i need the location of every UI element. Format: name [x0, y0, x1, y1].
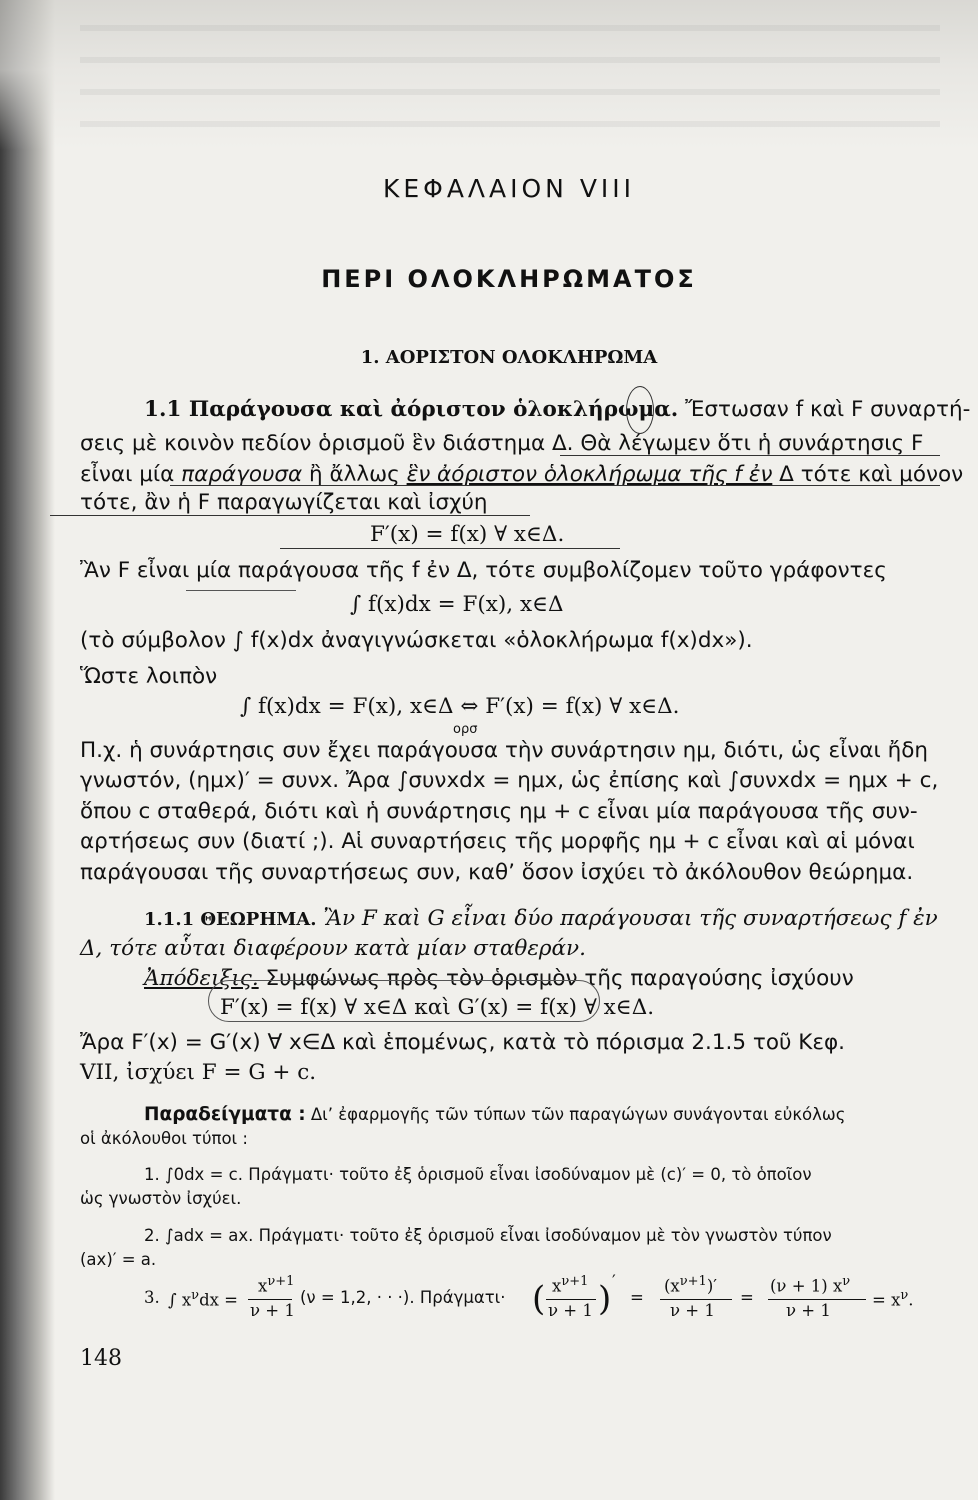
pencil-stroke-mark [186, 590, 296, 591]
conclusion-line: Ἄρα F′(x) = G′(x) ∀ x∈Δ καὶ ἑπομένως, κατὰ τὸ πόρισμα 2.1.5 τοῦ Κεφ. [80, 1030, 846, 1055]
integral-expression: ∫ $x^\nu dx$ = [168, 1288, 239, 1310]
formula-integral: ∫ f(x)dx = F(x), x∈Δ [350, 592, 564, 617]
example-item-2: (ax)′ = a. [80, 1250, 157, 1269]
subsection-heading: 1.1 Παράγουσα καὶ ἀόριστον ὁλοκλήρωμα. [144, 397, 679, 422]
paragraph-line: εἶναι μία παράγουσα ἢ ἄλλως ἓν ἀόριστον ὁλοκλήρωμα τῆς f ἐν Δ τότε καὶ μόνον [80, 462, 964, 487]
range-text: (ν = 1,2, · · ·). Πράγματι· [300, 1288, 506, 1307]
paragraph-line: Ὥστε λοιπὸν [80, 664, 218, 689]
equals-sign: = [630, 1288, 644, 1307]
pencil-underline-mark [50, 515, 530, 516]
examples-heading: Παραδείγματα : [144, 1104, 306, 1125]
paragraph-line: γνωστόν, (ημx)′ = συνx. Ἄρα ∫συνxdx = ημx, ὡς ἐπίσης καὶ ∫συνxdx = ημx + c, [80, 768, 939, 793]
example-item-1: 1. ∫0dx = c. Πράγματι· τοῦτο ἐξ ὁρισμοῦ εἶναι ἰσοδύναμον μὲ (c)′ = 0, τὸ ὁποῖον [144, 1165, 812, 1184]
theorem-label: 1.1.1 ΘΕΩΡΗΜΑ. [144, 909, 317, 930]
section-heading: 1. ΑΟΡΙΣΤΟΝ ΟΛΟΚΛΗΡΩΜΑ [360, 347, 658, 368]
paragraph-line: Π.χ. ἡ συνάρτησις συν ἔχει παράγουσα τὴν συνάρτησιν ημ, διότι, ὡς εἶναι ἤδη [80, 738, 929, 763]
examples-intro: οἱ ἀκόλουθοι τύποι : [80, 1129, 248, 1148]
fraction-bar [660, 1299, 732, 1300]
formula-label: ορσ [453, 722, 478, 737]
theorem-statement: 1.1.1 ΘΕΩΡΗΜΑ. Ἂν F καὶ G εἶναι δύο παράγουσαι τῆς συναρτήσεως f ἐν [144, 906, 938, 931]
chapter-heading: ΚΕΦΑΛΑΙΟΝ VIII [382, 174, 636, 203]
formula-definition: F′(x) = f(x) ∀ x∈Δ. [370, 522, 565, 547]
page-number: 148 [80, 1346, 122, 1371]
example-item-2: 2. ∫adx = ax. Πράγματι· τοῦτο ἐξ ὁρισμοῦ εἶναι ἰσοδύναμον μὲ τὸν γνωστὸν τύπον [144, 1226, 832, 1245]
paragraph-line: Ἂν F εἶναι μία παράγουσα τῆς f ἐν Δ, τότε συμβολίζομεν τοῦτο γράφοντες [80, 558, 887, 583]
fraction-bar [248, 1299, 292, 1300]
conclusion-line: VII, ἰσχύει F = G + c. [80, 1060, 317, 1085]
paragraph-line: 1.1 Παράγουσα καὶ ἀόριστον ὁλοκλήρωμα. Ἔστωσαν f καὶ F συναρτή- [144, 397, 971, 422]
item-number: 3. [144, 1288, 160, 1307]
equals-sign: = [740, 1288, 754, 1307]
page-title: ΠΕΡΙ ΟΛΟΚΛΗΡΩΜΑΤΟΣ [321, 265, 697, 293]
paragraph-line: τότε, ἂν ἡ F παραγωγίζεται καὶ ἰσχύη [80, 490, 488, 515]
proof-label: Ἀπόδειξις. [144, 966, 259, 991]
theorem-statement: Δ, τότε αὗται διαφέρουν κατὰ μίαν σταθεράν. [80, 936, 586, 961]
formula-equivalence: ∫ f(x)dx = F(x), x∈Δ ⇔ F′(x) = f(x) ∀ x∈Δ. [240, 694, 680, 719]
examples-intro: Παραδείγματα : Δι’ ἐφαρμογῆς τῶν τύπων τῶν παραγώγων συνάγονται εὐκόλως [144, 1104, 846, 1125]
example-item-1: ὡς γνωστὸν ἰσχύει. [80, 1189, 242, 1208]
paragraph-line: (τὸ σύμβολον ∫ f(x)dx ἀναγιγνώσκεται «ὁλοκλήρωμα f(x)dx»). [80, 628, 753, 653]
fraction-bar [546, 1299, 596, 1300]
paragraph-line: ὅπου c σταθερά, διότι καὶ ἡ συνάρτησις ημ + c εἶναι μία παράγουσα τῆς συν- [80, 799, 918, 824]
fraction-bar [768, 1299, 866, 1300]
pencil-circle-mark [626, 386, 654, 434]
proof-formula: F′(x) = f(x) ∀ x∈Δ καὶ G′(x) = f(x) ∀ x∈Δ. [220, 995, 655, 1020]
paragraph-line: παράγουσαι τῆς συναρτήσεως συν, καθ’ ὅσον ἰσχύει τὸ ἀκόλουθον θεώρημα. [80, 860, 914, 885]
pencil-underline-mark [280, 548, 620, 549]
pencil-oval-mark [208, 980, 600, 1022]
proof-line: Ἀπόδειξις. Συμφώνως πρὸς τὸν ὁρισμὸν τῆς παραγούσης ἰσχύουν [144, 966, 854, 991]
result-expression: = $x^\nu$. [872, 1288, 914, 1310]
paragraph-line: σεις μὲ κοινὸν πεδίον ὁρισμοῦ ἓν διάστημα Δ. Θὰ λέγωμεν ὅτι ἡ συνάρτησις F [80, 431, 924, 456]
paragraph-line: αρτήσεως συν (διατί ;). Αἱ συναρτήσεις τῆς μορφῆς ημ + c εἶναι καὶ αἱ μόναι [80, 829, 915, 854]
book-page: ΚΕΦΑΛΑΙΟΝ VIII ΠΕΡΙ ΟΛΟΚΛΗΡΩΜΑΤΟΣ 1. ΑΟΡΙΣΤΟΝ ΟΛΟΚΛΗΡΩΜΑ 1.1 Παράγουσα καὶ ἀόριστον ὁλοκλήρωμα. Ἔστωσαν f καὶ F συναρτή- σεις μὲ κοινὸν πεδίον ὁρισμοῦ ἓν διάστημα Δ. Θὰ λέγωμεν ὅτι ἡ συνάρτησις F εἶναι μία παράγουσα ἢ ἄλλως ἓν ἀόριστον ὁλοκλήρωμα τῆς f ἐν Δ τότε καὶ μόνον τότε, ἂν ἡ F παραγωγίζεται καὶ ἰσχύη F′(x) = f(x) ∀ x∈Δ. Ἂν F εἶναι μία παράγουσα τῆς f ἐν Δ, τότε συμβολίζομεν τοῦτο γράφοντες ∫ f(x)dx = F(x), x∈Δ (τὸ σύμβολον ∫ f(x)dx ἀναγιγνώσκεται «ὁλοκλήρωμα f(x)dx»). Ὥστε λοιπὸν ∫ f(x)dx = F(x), x∈Δ ⇔ F′(x) = f(x) ∀ x∈Δ. ορσ Π.χ. ἡ συνάρτησις συν ἔχει παράγουσα τὴν συνάρτησιν ημ, διότι, ὡς εἶναι ἤδη γνωστόν, (ημx)′ = συνx. Ἄρα ∫συνxdx = ημx, ὡς ἐπίσης καὶ ∫συνxdx = ημx + c, ὅπου c σταθερά, διότι καὶ ἡ συνάρτησις ημ + c εἶναι μία παράγουσα τῆς συν- αρτήσεως συν (διατί ;). Αἱ συναρτήσεις τῆς μορφῆς ημ + c εἶναι καὶ αἱ μόναι παράγουσαι τῆς συναρτήσεως συν, καθ’ ὅσον ἰσχύει τὸ ἀκόλουθον θεώρημα. 1.1.1 ΘΕΩΡΗΜΑ. Ἂν F καὶ G εἶναι δύο παράγουσαι τῆς συναρτήσεως f ἐν Δ, τότε αὗται διαφέρουν κατὰ μίαν σταθεράν. Ἀπόδειξις. Συμφώνως πρὸς τὸν ὁρισμὸν τῆς παραγούσης ἰσχύουν F′(x) = f(x) ∀ x∈Δ καὶ G′(x) = f(x) ∀ x∈Δ. Ἄρα F′(x) = G′(x) ∀ x∈Δ καὶ ἑπομένως, κατὰ τὸ πόρισμα 2.1.5 τοῦ Κεφ. VII, ἰσχύει F = G + c. Παραδείγματα : Δι’ ἐφαρμογῆς τῶν τύπων τῶν παραγώγων συνάγονται εὐκόλως οἱ ἀκόλουθοι τύποι : 1. ∫0dx = c. Πράγματι· τοῦτο ἐξ ὁρισμοῦ εἶναι ἰσοδύναμον μὲ (c)′ = 0, τὸ ὁποῖον ὡς γνωστὸν ἰσχύει. 2. ∫adx = ax. Πράγματι· τοῦτο ἐξ ὁρισμοῦ εἶναι ἰσοδύναμον μὲ τὸν γνωστὸν τύπον (ax)′ = a. 3. ∫ $x^\nu dx$ = $x^{\nu+1}$ ν + 1 (ν = 1,2, · · ·). Πράγματι· ( $x^{\nu+1}$ ν + 1 ) ′ = $(x^{\nu+1})'$ ν + 1 = (ν + 1) $x^\nu$ ν + 1 = $x^\nu$. 148 [80, 0, 938, 1500]
pencil-underline-mark [560, 455, 940, 456]
pencil-underline-mark [170, 485, 940, 486]
page-gutter-shadow [0, 0, 55, 1500]
